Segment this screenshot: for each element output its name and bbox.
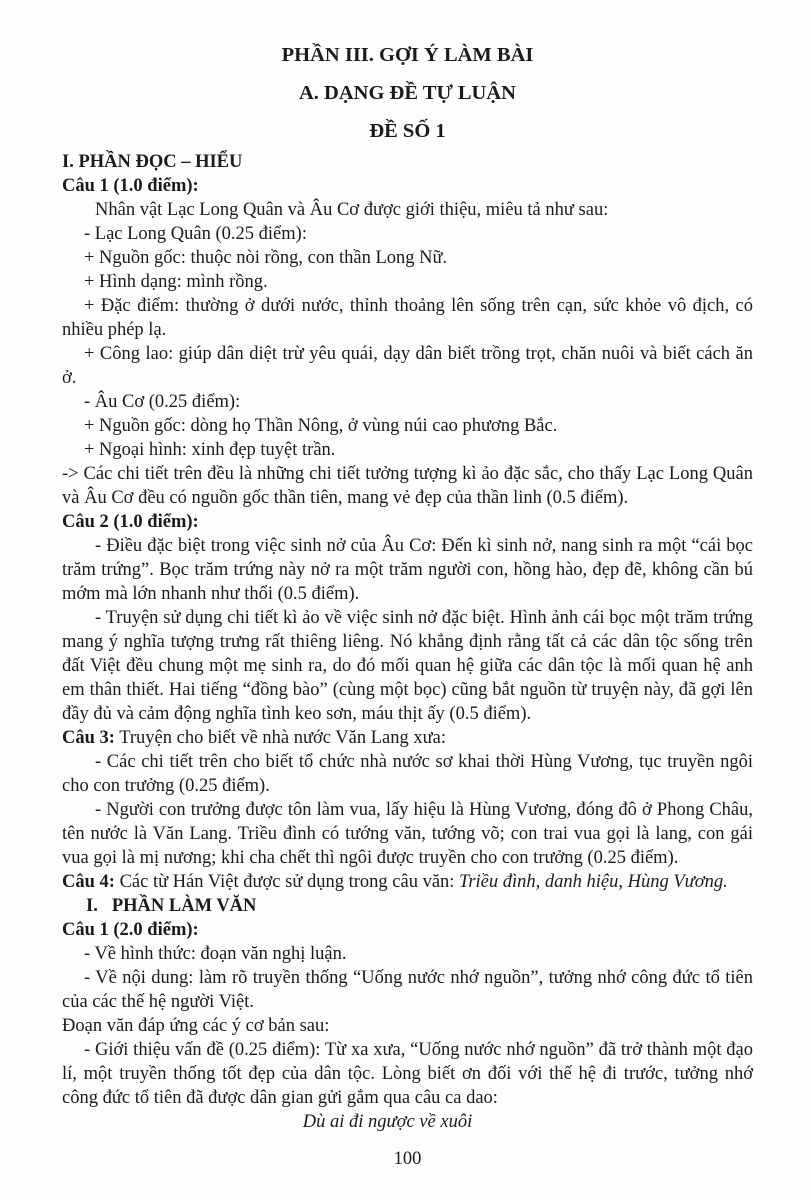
reading-q2-heading: Câu 2 (1.0 điểm): [62, 512, 199, 532]
reading-q2-paragraph-2: - Truyện sử dụng chi tiết kì ảo về việc sinh nở đặc biệt. Hình ảnh cái bọc một trăm trứng mang ý nghĩa tượng trưng rất thiêng liêng. Nó khẳng định rằng tất cả các dân tộc sống trên đất Việt đều chung một mẹ sinh ra, do đó mối quan hệ giữa các dân tộc là mối quan hệ anh em thân thiết. Hai tiếng “đồng bào” (cùng một bọc) cũng bắt nguồn từ truyện này, đã gợi lên đầy đủ và cảm động nghĩa tình keo sơn, máu thịt ấy (0.5 điểm). [62, 608, 753, 724]
reading-q1-item-ngoai-hinh: + Ngoại hình: xinh đẹp tuyệt trần. [84, 440, 336, 460]
writing-q1-requirements-intro: Đoạn văn đáp ứng các ý cơ bản sau: [62, 1016, 330, 1036]
reading-q4-answer [62, 870, 753, 894]
writing-section-heading [86, 894, 753, 918]
reading-q1-heading: Câu 1 (1.0 điểm): [62, 176, 199, 196]
reading-q3-intro-text: Truyện cho biết về nhà nước Văn Lang xưa: [114, 728, 447, 748]
reading-q4-text: Các từ Hán Việt được sử dụng trong câu văn: [114, 872, 460, 892]
reading-q1-intro: Nhân vật Lạc Long Quân và Âu Cơ được giới thiệu, miêu tả như sau: [95, 200, 609, 220]
exam-number-title: ĐỀ SỐ 1 [369, 120, 446, 142]
exam-type-title: A. DẠNG ĐỀ TỰ LUẬN [299, 82, 516, 104]
reading-q2-paragraph-1: - Điều đặc biệt trong việc sinh nở của Âu Cơ: Đến kì sinh nở, nang sinh ra một “cái bọc trăm trứng”. Bọc trăm trứng này nở ra một trăm người con, hồng hào, đẹp đẽ, không cần bú mớm mà lớn nhanh như thổi (0.5 điểm). [62, 536, 753, 604]
writing-section-numeral: I. [86, 896, 98, 916]
reading-q1-conclusion: -> Các chi tiết trên đều là những chi tiết tưởng tượng kì ảo đặc sắc, cho thấy Lạc Long Quân và Âu Cơ đều có nguồn gốc thần tiên, mang vẻ đẹp của thần linh (0.5 điểm). [62, 464, 753, 508]
reading-q3-intro [62, 726, 753, 750]
writing-q1-form-item: - Về hình thức: đoạn văn nghị luận. [84, 944, 347, 964]
writing-q1-introduction-item: - Giới thiệu vấn đề (0.25 điểm): Từ xa xưa, “Uống nước nhớ nguồn” đã trở thành một đạo lí, một truyền thống tốt đẹp của dân tộc. Lòng biết ơn đối với thế hệ đi trước, tưởng nhớ công đức tổ tiên đã được dân gian gửi gắm qua câu ca dao: [62, 1040, 753, 1108]
part-title: PHẦN III. GỢI Ý LÀM BÀI [281, 44, 534, 66]
reading-section-heading: I. PHẦN ĐỌC – HIỂU [62, 152, 243, 172]
reading-q1-item-au-co: - Âu Cơ (0.25 điểm): [84, 392, 241, 412]
page-number: 100 [393, 1149, 422, 1169]
reading-q3-label: Câu 3: [62, 728, 115, 748]
reading-q3-paragraph-1: - Các chi tiết trên cho biết tổ chức nhà nước sơ khai thời Hùng Vương, tục truyền ngôi cho con trưởng (0.25 điểm). [62, 752, 753, 796]
reading-q1-item-lac-long-quan: - Lạc Long Quân (0.25 điểm): [84, 224, 307, 244]
reading-q1-item-cong-lao: + Công lao: giúp dân diệt trừ yêu quái, dạy dân biết trồng trọt, chăn nuôi và biết cách ăn ở. [62, 344, 753, 388]
reading-q3-paragraph-2: - Người con trưởng được tôn làm vua, lấy hiệu là Hùng Vương, đóng đô ở Phong Châu, tên nước là Văn Lang. Triều đình có tướng văn, tướng võ; con trai vua gọi là lang, con gái vua gọi là mị nương; khi cha chết thì ngôi được truyền cho con trưởng (0.25 điểm). [62, 800, 753, 868]
reading-q1-item-nguon-goc-1: + Nguồn gốc: thuộc nòi rồng, con thần Long Nữ. [84, 248, 448, 268]
reading-q4-label: Câu 4: [62, 872, 115, 892]
writing-section-heading-text: PHẦN LÀM VĂN [111, 896, 257, 916]
reading-q1-item-dac-diem: + Đặc điểm: thường ở dưới nước, thỉnh thoảng lên sống trên cạn, sức khỏe vô địch, có nhiều phép lạ. [62, 296, 753, 340]
reading-q1-item-hinh-dang: + Hình dạng: mình rồng. [84, 272, 268, 292]
writing-q1-heading: Câu 1 (2.0 điểm): [62, 920, 199, 940]
writing-q1-content-item: - Về nội dung: làm rõ truyền thống “Uống nước nhớ nguồn”, tưởng nhớ công đức tổ tiên của các thế hệ người Việt. [62, 968, 753, 1012]
folk-verse-line: Dù ai đi ngược về xuôi [302, 1112, 473, 1132]
reading-q1-item-nguon-goc-2: + Nguồn gốc: dòng họ Thần Nông, ở vùng núi cao phương Bắc. [84, 416, 558, 436]
reading-q4-han-viet-words: Triều đình, danh hiệu, Hùng Vương. [459, 872, 728, 892]
